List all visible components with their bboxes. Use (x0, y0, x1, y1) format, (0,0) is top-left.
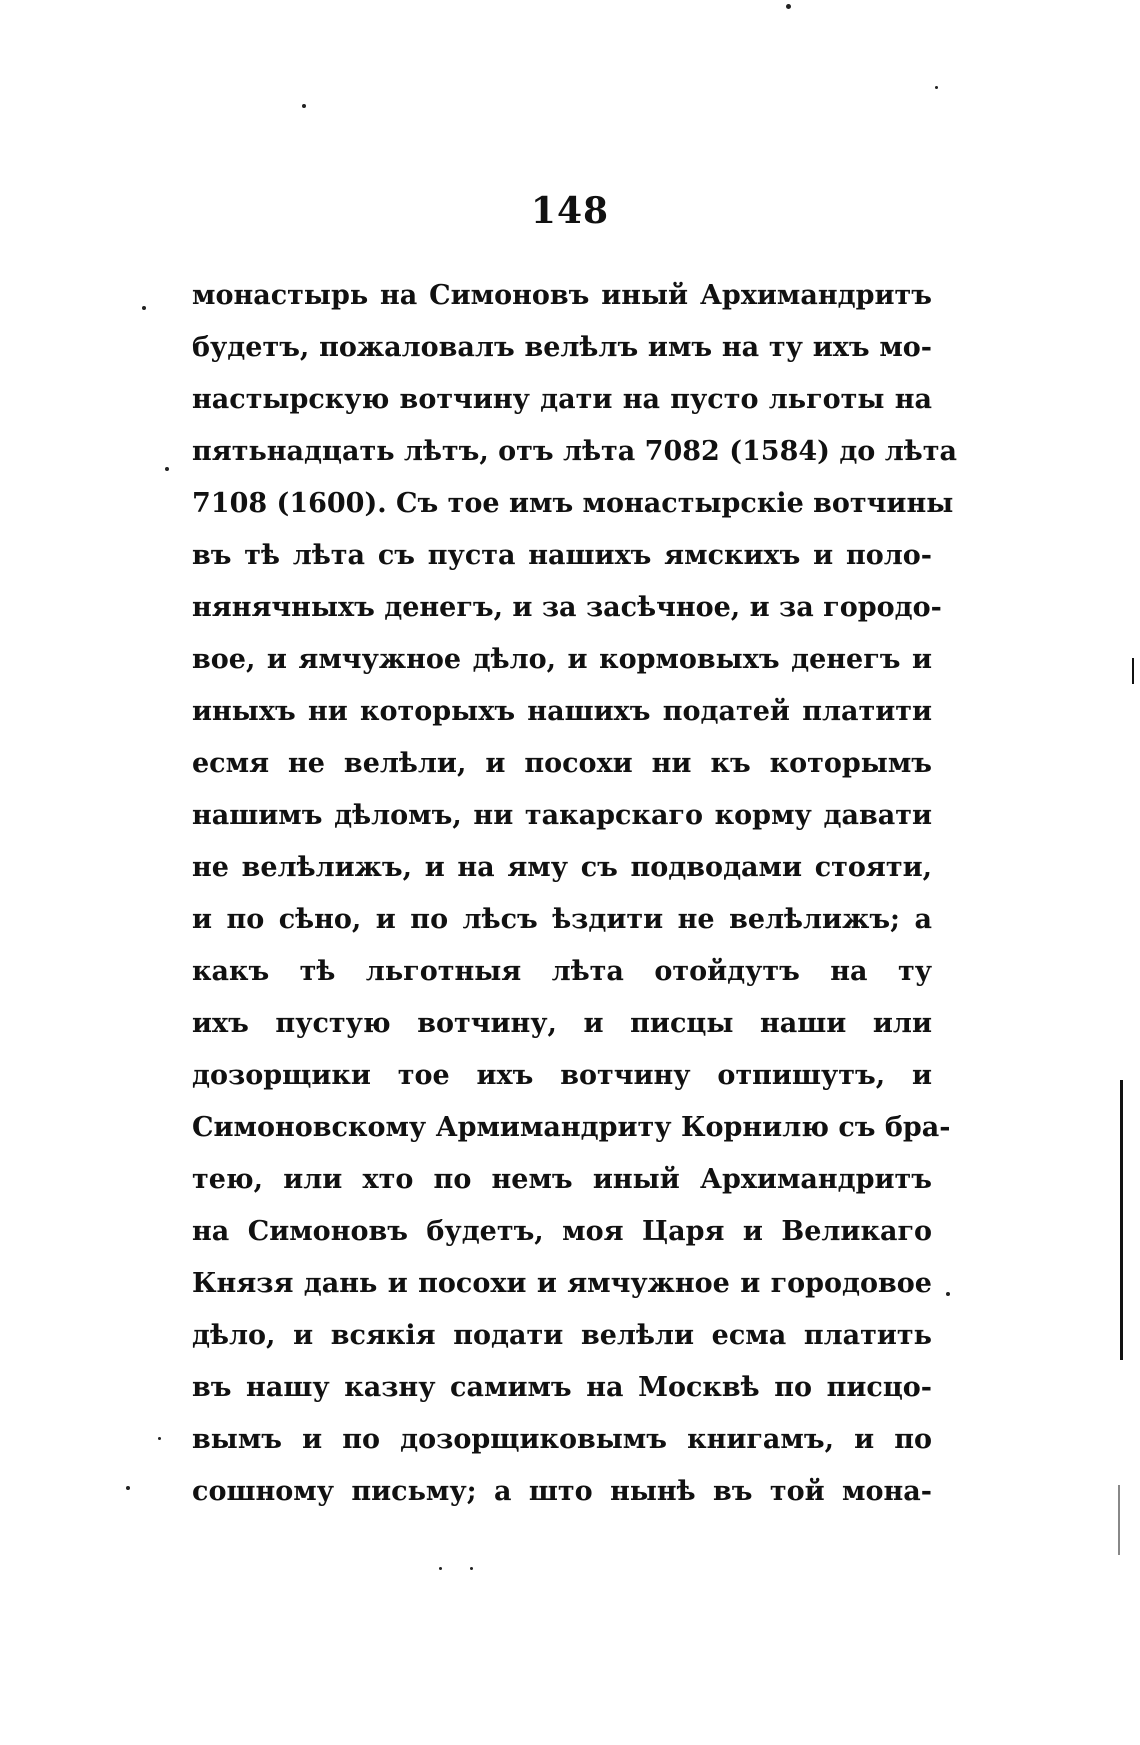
text-line: вымъ и по дозорщиковымъ книгамъ, и по (192, 1424, 932, 1455)
text-line: на Симоновъ будетъ, моя Царя и Великаго (192, 1216, 932, 1247)
scan-speck (302, 104, 306, 108)
text-line: и по сѣно, и по лѣсъ ѣздити не велѣлижъ; а (192, 904, 932, 935)
scan-speck (935, 86, 938, 89)
text-line: монастырь на Симоновъ иный Архимандритъ (192, 280, 932, 311)
text-line: какъ тѣ льготныя лѣта отойдутъ на ту (192, 956, 932, 987)
text-line: тею, или хто по немъ иный Архимандритъ (192, 1164, 932, 1195)
text-line: Симоновскому Армимандриту Корнилю съ бра- (192, 1112, 951, 1143)
text-line: есмя не велѣли, и посохи ни къ которымъ (192, 748, 932, 779)
body-text (192, 270, 957, 1518)
text-line: дозорщики тое ихъ вотчину отпишутъ, и (192, 1060, 932, 1091)
text-line: ихъ пустую вотчину, и писцы наши или (192, 1008, 932, 1039)
text-line: дѣло, и всякія подати велѣли есма платить (192, 1320, 932, 1351)
text-line: въ нашу казну самимъ на Москвѣ по писцо- (192, 1372, 932, 1403)
text-line: настырскую вотчину дати на пусто льготы на (192, 384, 932, 415)
text-line: сошному письму; а што нынѣ въ той мона- (192, 1476, 932, 1507)
scan-speck (439, 1567, 442, 1570)
scan-speck (786, 4, 791, 9)
scan-speck (142, 306, 146, 310)
scan-speck (126, 1486, 130, 1490)
scan-speck (158, 1437, 161, 1440)
scan-edge-line (1120, 1080, 1123, 1360)
text-line: не велѣлижъ, и на яму съ подводами стояти, (192, 852, 932, 883)
text-line: въ тѣ лѣта съ пуста нашихъ ямскихъ и поло- (192, 540, 932, 571)
text-line: нянячныхъ денегъ, и за засѣчное, и за городо- (192, 592, 942, 623)
text-line: иныхъ ни которыхъ нашихъ податей платити (192, 696, 932, 727)
text-line: будетъ, пожаловалъ велѣлъ имъ на ту ихъ мо- (192, 332, 932, 363)
scan-speck (470, 1567, 473, 1570)
text-line: вое, и ямчужное дѣло, и кормовыхъ денегъ и (192, 644, 932, 675)
text-line: Князя дань и посохи и ямчужное и городовое (192, 1268, 932, 1299)
scan-speck (165, 467, 169, 471)
page-number: 148 (530, 190, 610, 232)
scan-speck (946, 1292, 950, 1296)
scan-edge-line (1132, 658, 1134, 684)
text-line: пятьнадцать лѣтъ, отъ лѣта 7082 (1584) до лѣта (192, 436, 957, 467)
scan-edge-line (1118, 1485, 1120, 1555)
text-line: нашимъ дѣломъ, ни такарскаго корму давати (192, 800, 932, 831)
text-line: 7108 (1600). Съ тое имъ монастырскіе вотчины (192, 488, 954, 519)
